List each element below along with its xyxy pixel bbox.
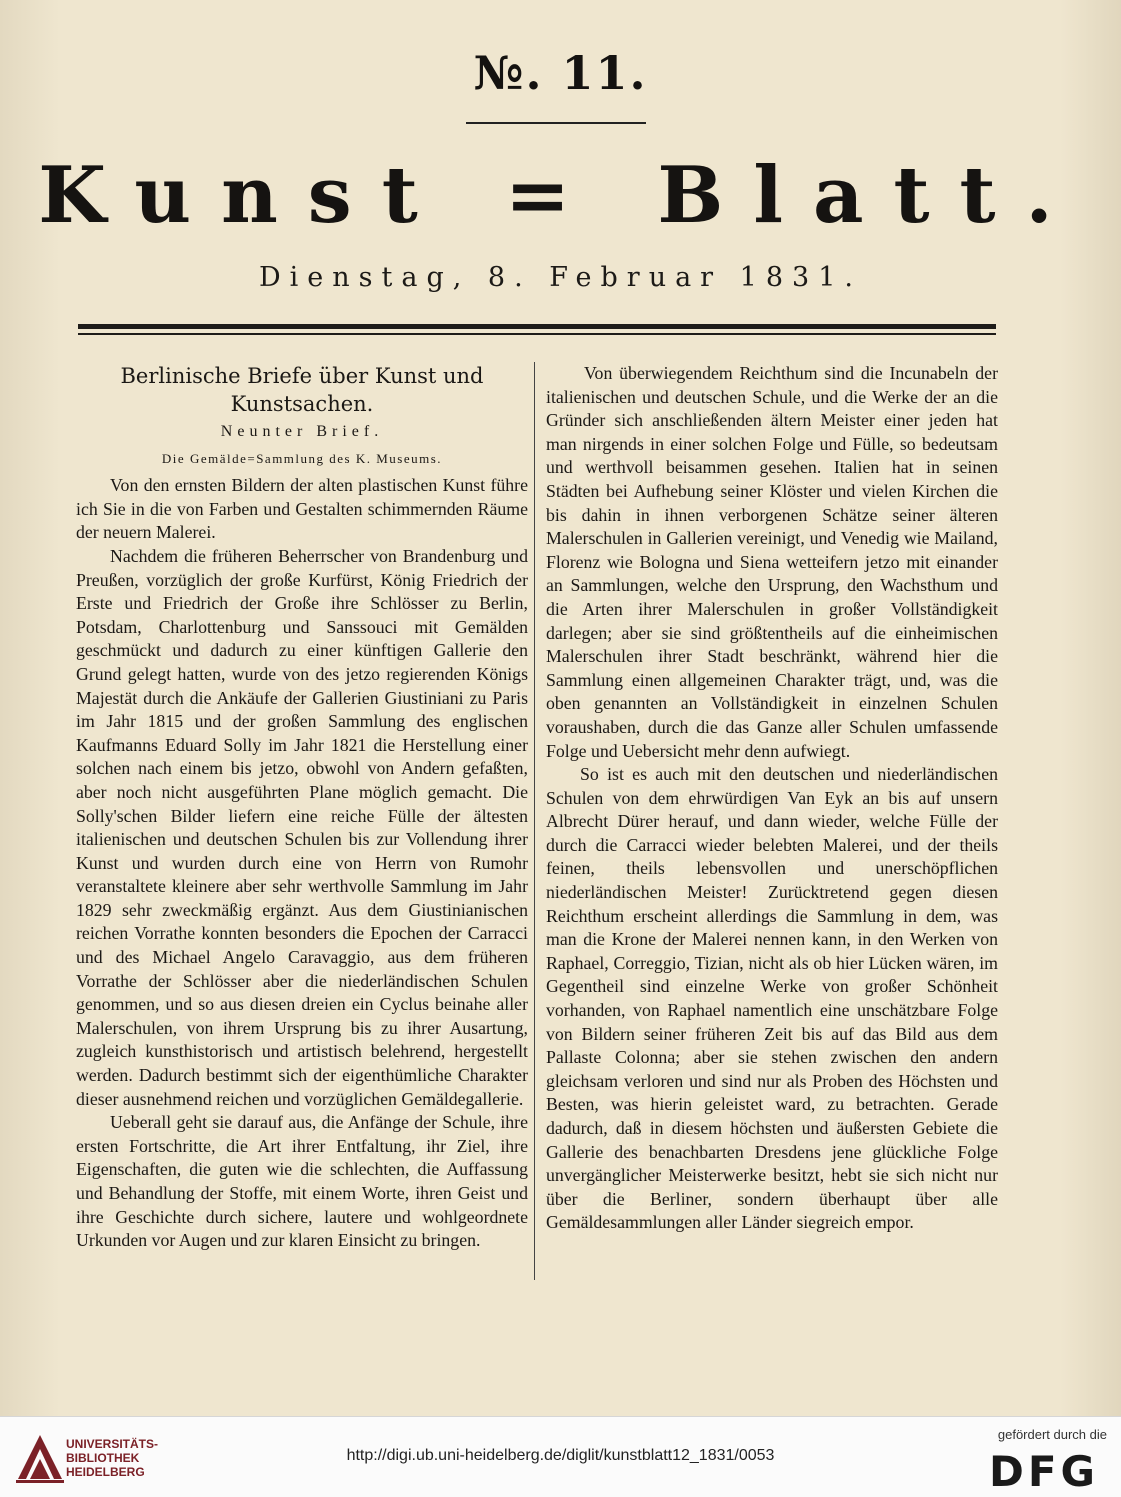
paragraph: Nachdem die früheren Beherrscher von Brandenburg und Preußen, vorzüglich der große Kurfürst, König Friedrich der Erste und Friedrich der Große ihre Schlösser zu Berlin, Potsdam, Charlottenburg und Sanssouci mit Gemälden geschmückt und dadurch zu einer künftigen Gallerie den Grund gelegt hatten, wurde von des jetzo regierenden Königs Majestät durch die Ankäufe der Gallerien Giustiniani zu Paris im Jahr 1815 und der großen Sammlung des englischen Kaufmanns Eduard Solly im Jahr 1821 die Herstellung einer solchen nach einem bis jetzo, obwohl von Andern gefaßten, aber noch nicht ausgeführten Plane möglich gemacht. Die Solly'schen Bilder liefern eine reiche Fülle der ältesten italienischen und deutschen Schulen bis zur Vollendung ihrer Kunst und wurden durch eine von Herrn von Rumohr veranstaltete kleinere aber sehr werthvolle Sammlung im Jahr 1829 sehr zweckmäßig ergänzt. Aus dem Giustinianischen reichen Vorrathe konnten besonders die Epochen der Carracci und des Michael Angelo Caravaggio, aus dem früheren Vorrathe der Schlösser aber die niederländischen Schulen genommen, und so aus diesen dreien ein Cyclus beinahe aller Malerschulen, von ihrem Ursprung bis zu ihrer Ausartung, zugleich kunsthistorisch und artistisch belehrend, hergestellt werden. Dadurch bestimmt sich der eigenthümliche Charakter dieser ausnehmend reichen und vorzüglichen Gemäldegallerie. xyxy=(76,545,528,1109)
source-url-link[interactable]: http://digi.ub.uni-heidelberg.de/diglit/kunstblatt12_1831/0053 xyxy=(346,1447,775,1464)
library-name: UNIVERSITÄTS- BIBLIOTHEK HEIDELBERG xyxy=(66,1437,159,1479)
issue-rule xyxy=(466,122,646,124)
paragraph: So ist es auch mit den deutschen und niederländischen Schulen von dem ehrwürdigen Van Eyk an bis auf unsern Albrecht Dürer herauf, und dann wieder, welche Fülle der durch die Carracci wieder belebten Malerei, und der theils feinen, theils lebensvollen und unerschöpflichen niederländischen Meister! Zurücktretend gegen diesen Reichthum erscheint allerdings die Sammlung in dem, was man die Krone der Malerei nennen kann, in den Werken von Raphael, Correggio, Tizian, nicht als ob hier Lücken wären, im Gegentheil sind einzelne Werke von großer Schönheit vorhanden, von Raphael namentlich eine unschätzbare Folge von Bildern seiner früheren Zeit bis auf das Bild aus dem Pallaste Colonna; aber sie stehen zwischen den andern gleichsam verloren und sind nur als Proben des Höchsten und Besten, was hierin geleistet ward, zu betrachten. Gerade dadurch, daß in diesem höchsten und äußersten Gebiete die Gallerie des benachbarten Dresdens jene glückliche Folge unvergänglicher Meisterwerke besitzt, hebt sie sich nicht nur über die Berliner, sondern überhaupt über alle Gemäldesammlungen aller Länder siegreich empor. xyxy=(546,764,998,1233)
paragraph: Ueberall geht sie darauf aus, die Anfänge der Schule, ihre ersten Fortschritte, die Art ihrer Entfaltung, ihr Ziel, ihre Eigenschaften, die guten wie die schlechten, die Auffassung und Behandlung der Stoffe, mit einem Worte, ihren Geist und ihre Geschichte durch sichere, lautere und wohlgeordnete Urkunden vor Augen und zur klaren Einsicht zu bringen. xyxy=(76,1112,528,1251)
masthead: Kunst = Blatt. xyxy=(38,150,1083,241)
paragraph: Von überwiegendem Reichthum sind die Incunabeln der italienischen und deutschen Schule, und die Werke der an die Gründer sich anschließenden ältern Meister einer jeden hat man nirgends in einer solchen Folge und Fülle, so bedeutsam und werthvoll beisammen gesehen. Italien hat in seinen Städten bei Aufhebung seiner Klöster und vielen Kirchen die bis dahin in ihnen verborgenen Schätze seiner älteren Malerschulen in Gallerien vereinigt, und Venedig wie Mailand, Florenz wie Bologna und Siena wetteifern jetzo mit einander an Sammlungen, welche den Ursprung, den Wachsthum und die Arten ihrer Malerschulen in großer Vollständigkeit darlegen; aber sie sind größtentheils auf die einheimischen Malerschulen ihrer Stadt beschränkt, während hier die Sammlung einen allgemeinen Charakter trägt, und, was die oben genannten an Vollständigkeit in einzelnen Schulen voraushaben, durch die das Ganze aller Schulen umfassende Folge und Uebersicht mehr denn aufwiegt. xyxy=(546,363,998,761)
right-column xyxy=(546,362,998,1282)
paragraph: Von den ernsten Bildern der alten plastischen Kunst führe ich Sie in die von Farben und Gestalten schimmernden Räume der neuern Malerei. xyxy=(76,475,528,543)
issue-number: №. 11. xyxy=(473,46,648,100)
footer-bar xyxy=(0,1416,1121,1497)
column-divider xyxy=(534,362,535,1280)
dfg-logo: DFG xyxy=(988,1447,1099,1496)
article-title: Berlinische Briefe über Kunst und Kunstsachen. xyxy=(120,364,484,416)
header-rule-thick xyxy=(78,324,996,329)
funding-caption: gefördert durch die xyxy=(997,1427,1107,1442)
article-subtitle: Neunter Brief. xyxy=(220,423,384,440)
left-column xyxy=(76,362,528,1282)
article-section: Die Gemälde=Sammlung des K. Museums. xyxy=(161,450,443,466)
header-rule-thin xyxy=(78,333,996,335)
dateline: Dienstag, 8. Februar 1831. xyxy=(259,262,862,293)
